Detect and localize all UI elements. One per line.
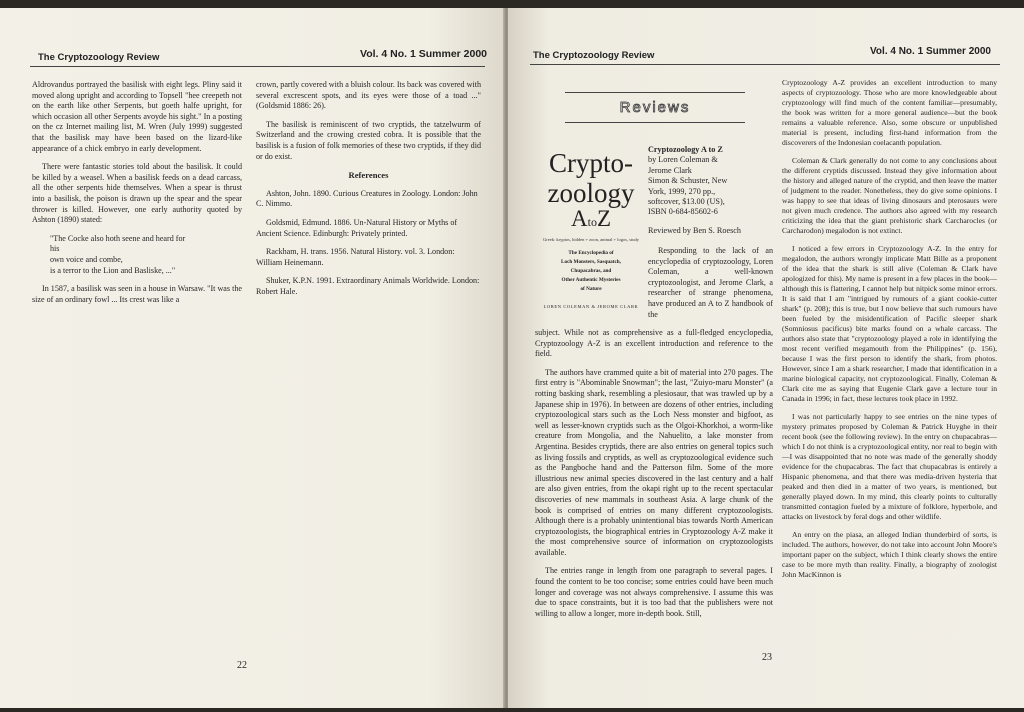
review-col-b-para-3: I noticed a few errors in Cryptozoology A-Z. In the entry for megalodon, the authors wrongly implicate Matt Bille as a proponent of the idea that the shark is still alive (Coleman & Clark have apologized for this). My name is present in a few places in the book—although this is flattering, I cannot help but nitpick some minor errors. It is said that I am "intrigued by rumours of a giant cookie-cutter shark" (p. 208); this is true, but I now believe that such rumours have been fueled by the misidentification of Pacific sleeper shark (Somniosus pacificus) bite marks found on a whale carcass. The authors also state that "cryptozoology played a role in identifying the most recent verified megamouth from the Philippines" (p. 156), because I was the first person to identify the shark, from photos. However, since I am a shark researcher, I made that identification in a marine biological capacity, not cryptozoological. Finally, Coleman & Clark cite me as saying that Eugenie Clark gave a lecture tour in Canada in 1996; in fact, these lectures took place in 1992. <box>782 244 997 403</box>
cover-az-to: to <box>587 215 597 229</box>
left-col2-para-1: crown, partly covered with a bluish colour. Its back was covered with several excrescent spots, and its eyes were those of a toad ..." (Goldsmid 1886: 26). <box>256 80 481 111</box>
cover-subtitle-2: Loch Monsters, Sasquatch, <box>561 259 621 265</box>
book-info-5: York, 1999, 270 pp., <box>648 186 716 196</box>
cover-tagline: Greek: kryptos, hidden + zoon, animal + logos, study <box>543 237 639 242</box>
cover-subtitle-4: Other Authentic Mysteries <box>561 277 621 283</box>
left-page-number: 22 <box>237 660 247 671</box>
cover-az-a: A <box>570 206 588 231</box>
reference-2: Goldsmid, Edmund. 1886. Un-Natural History or Myths of Ancient Science. Edinburgh: Privately printed. <box>256 217 458 238</box>
review-col-b-para-2: Coleman & Clark generally do not come to any conclusions about the different cryptids discussed. Instead they give information about the history and alleged nature of the cryptid, and then leave the matter of judgment to the reader. Nonetheless, they do give some opinions. I was happy to see that ideas of living dinosaurs and pterosaurs were not given much credence. The authors also agreed with my research criticizing the idea that the giant prehistoric shark Carcharocles (or Carcharodon) megalodon is not extinct. <box>782 156 997 235</box>
book-info-2: by Loren Coleman & <box>648 155 718 165</box>
cover-subtitle-3: Chupacabras, and <box>570 268 612 274</box>
left-issue: Vol. 4 No. 1 Summer 2000 <box>360 48 488 60</box>
reference-4: Shuker, K.P.N. 1991. Extraordinary Animals Worldwide. London: Robert Hale. <box>256 276 480 296</box>
left-para-2: There were fantastic stories told about the basilisk. It could be killed by a weasel. When a basilisk feeds on a dead carcass, all the other serpents hide themselves. When a spear is thrust into a basilisk, the poison is drawn up the spear and the spear thrower is killed. However, one early authority quoted by Ashton (1890) stated: <box>32 162 242 225</box>
left-journal-title: The Cryptozoology Review <box>38 52 160 63</box>
cover-authors: LOREN COLEMAN & JEROME CLARK <box>543 304 639 309</box>
left-page <box>0 8 505 708</box>
reference-1: Ashton, John. 1890. Curious Creatures in Zoology. London: John C. Nimmo. <box>256 188 478 209</box>
cover-az-z: Z <box>596 206 612 231</box>
quote-line-1: "The Cocke also hoth seene and heard for <box>50 233 186 243</box>
quote-line-3: own voice and combe, <box>50 254 123 264</box>
review-col-b-para-4: I was not particularly happy to see entries on the nine types of mystery primates proposed by Coleman & Patrick Huyghe in their recent book (see the following review). In the entry on chupacabras—which I do not think is a cryptozoological entity, nor real to begin with—I was disappointed that no note was made of the generally shoddy evidence for the chupacabras. The fact that chupacabras is entirely a Hispanic phenomena, and that there was media-driven hysteria that peaked and then died in a matter of two years, is mentioned, but generally played down. In my mind, this clearly points to culturally transmitted contagion fueled by a mixture of folklore, hyperbole, and attacks on livestock by feral dogs and other wildlife. <box>782 412 997 521</box>
book-info-4: Simon & Schuster, New <box>648 176 728 186</box>
cover-title-line-1: Crypto- <box>549 148 633 178</box>
reviews-section-title: Reviews <box>619 99 691 116</box>
right-journal-title: The Cryptozoology Review <box>533 50 655 61</box>
left-para-1: Aldrovandus portrayed the basilisk with eight legs. Pliny said it moved along upright and according to Topsell "hee creepeth not on the earth like other Serpents, but goeth halfe upright, for which occasion all other Serpents avoyde his sight." In a posting on the cz Internet mailing list, M. Wren (July 1999) suggested that the basilisk may have been based on the lizard-like appearance of a chick embryo in early development. <box>32 80 242 153</box>
references-heading: References <box>348 170 389 181</box>
review-col-a-para-2: The authors have crammed quite a bit of material into 270 pages. The first entry is "Abominable Snowman"; the last, "Zuiyo-maru Monster" (a rotting basking shark, resembling a plesiosaur, that was trawled up by a Japanese ship in 1976). In between are dozens of other entries, including cryptozoological stars such as the Loch Ness monster and bigfoot, as well as lesser-known cryptids such as the Olgoi-Khorkhoi, a worm-like creature from Mongolia, and the Nahuelito, a lake monster from Argentina. Besides cryptids, there are also entries on general topics such as living fossils and cryptids, as well as cryptozoological evidence such as the Pangboche hand and the Patterson film. Some of the more illustrious new animal species discovered in the last century and a half are also given entries, from the okapi right up to the recent spectacular discoveries of new mammals in southeast Asia. A large chunk of the book is comprised of entries on many different cryptozoologists. Although there is a probably unintentional bias towards North American cryptozoologists, the biographical entries in Cryptozoology A-Z make it the most comprehensive source of information on cryptozoologists available. <box>535 367 773 557</box>
quote-line-4: is a terror to the Lion and Basliske, ..." <box>50 265 176 275</box>
right-issue: Vol. 4 No. 1 Summer 2000 <box>870 46 991 57</box>
left-column-1 <box>32 80 242 313</box>
book-info-3: Jerome Clark <box>648 165 692 175</box>
cover-title <box>535 148 647 208</box>
review-column-a <box>535 328 773 627</box>
cover-a-to-z <box>535 206 647 235</box>
left-col2-para-2: The basilisk is reminiscent of two cryptids, the tatzelwurm of Switzerland and the crowing crested cobra. It is possible that the basilisk is a fusion of folk memories of these two cryptids, if they did or do exist. <box>256 119 481 161</box>
book-cover <box>535 148 647 324</box>
review-col-a-para-3: The entries range in length from one paragraph to several pages. I found the content to be too concise; some entries could have been much longer and coverage was not always comprehensive. I assume this was due to space constraints, but it is too bad that the publishers were not willing to allow a longer, more in-depth book. Still, <box>535 566 773 618</box>
reviewer: Reviewed by Ben S. Roesch <box>648 225 742 235</box>
reviews-rule-bottom <box>565 122 745 123</box>
review-col-a-para-1: subject. While not as comprehensive as a full-fledged encyclopedia, Cryptozoology A-Z is an excellent introduction and reference to the field. <box>535 328 773 359</box>
left-header-rule <box>30 66 485 67</box>
reference-3: Rackham, H. trans. 1956. Natural History. vol. 3. London: William Heinemann. <box>256 247 455 267</box>
cover-subtitle <box>535 249 647 294</box>
cover-subtitle-1: The Encyclopedia of <box>568 250 614 256</box>
book-title: Cryptozoology A to Z <box>648 145 723 154</box>
left-column-2 <box>256 80 481 306</box>
book-info <box>648 145 773 236</box>
quote-line-2: his <box>50 244 60 254</box>
review-intro <box>648 246 773 320</box>
cover-title-line-2: zoology <box>547 178 635 208</box>
review-col-b-para-5: An entry on the piasa, an alleged Indian thunderbird of sorts, is included. The authors, however, do not take into account John Moore's important paper on the subject, which I think clearly shows the entire case to be more myth than reality. Finally, a biography of zoologist John MacKinnon is <box>782 530 997 579</box>
right-page-number: 23 <box>762 652 772 663</box>
right-header-rule <box>530 64 1000 65</box>
review-column-b <box>782 78 997 588</box>
left-para-3: In 1587, a basilisk was seen in a house in Warsaw. "It was the size of an ordinary fowl ... Its crest was like a <box>32 284 242 304</box>
book-info-7: ISBN 0-684-85602-6 <box>648 207 718 217</box>
review-intro-para: Responding to the lack of an encyclopedia of cryptozoology, Loren Coleman, a well-known cryptozoologist, and Jerome Clark, a researcher of strange phenomena, have produced an A to Z handbook of the <box>648 246 773 319</box>
left-quote <box>50 234 242 276</box>
review-col-b-para-1: Cryptozoology A-Z provides an excellent introduction to many aspects of cryptozoology. Those who are more knowledgeable about cryptozoology will find much of the content familiar—presumably, the book was written for a more general audience—but the book remains a valuable reference. Also, some obscure or unpublished material is present, including first-hand information from the discoverers of the Indonesian coelacanth population. <box>782 78 997 147</box>
reviews-rule-top <box>565 92 745 93</box>
cover-subtitle-5: of Nature <box>580 286 602 292</box>
book-info-6: softcover, $13.00 (US), <box>648 197 725 207</box>
